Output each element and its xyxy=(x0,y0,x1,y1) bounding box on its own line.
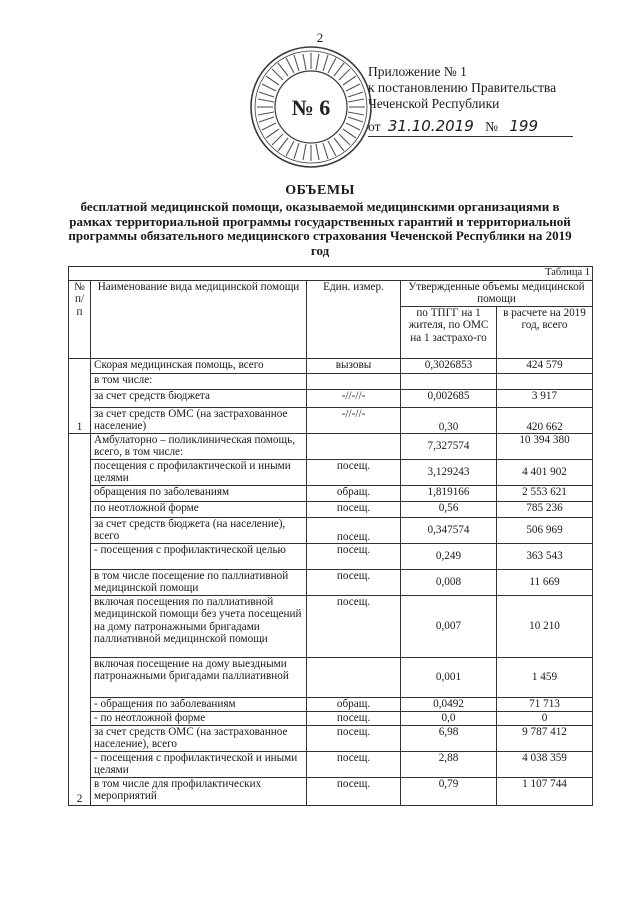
header-name: Наименование вида медицинской помощи xyxy=(91,281,307,359)
row-per-person: 0,249 xyxy=(401,544,497,570)
table-row xyxy=(69,460,593,486)
row-per-year: 10 210 xyxy=(497,596,593,658)
row-name: - посещения с профилактической целью xyxy=(91,544,307,570)
table-row xyxy=(69,518,593,544)
row-unit: посещ. xyxy=(307,570,401,596)
row-name: за счет средств ОМС (на застрахованное население), всего xyxy=(91,726,307,752)
header-approved: Утвержденные объемы медицинской помощи xyxy=(401,281,593,307)
row-per-year: 4 038 359 xyxy=(497,752,593,778)
row-name: в том числе посещение по паллиативной медицинской помощи xyxy=(91,570,307,596)
row-unit: вызовы xyxy=(307,359,401,374)
row-per-year: 3 917 xyxy=(497,390,593,408)
row-unit: посещ. xyxy=(307,712,401,726)
table-row xyxy=(69,658,593,698)
header-unit: Един. измер. xyxy=(307,281,401,359)
page-number: 2 xyxy=(316,30,324,45)
row-per-person: 0,001 xyxy=(401,658,497,698)
row-per-year: 9 787 412 xyxy=(497,726,593,752)
row-per-person: 3,129243 xyxy=(401,460,497,486)
table-row xyxy=(69,570,593,596)
table-row xyxy=(69,408,593,434)
row-unit: посещ. xyxy=(307,502,401,518)
row-name: Амбулаторно – поликлиническая помощь, всего, в том числе: xyxy=(91,434,307,460)
row-per-year: 71 713 xyxy=(497,698,593,712)
row-unit: -//-//- xyxy=(307,390,401,408)
row-per-year: 4 401 902 xyxy=(497,460,593,486)
official-seal-stamp xyxy=(248,44,374,170)
annex-resolution: к постановлению Правительства xyxy=(368,80,557,95)
row-name: Скорая медицинская помощь, всего xyxy=(91,359,307,374)
table-row xyxy=(69,390,593,408)
row-unit: посещ. xyxy=(307,752,401,778)
annex-republic: Чеченской Республики xyxy=(368,96,500,111)
document-title: ОБЪЕМЫ xyxy=(285,183,355,198)
row-per-person: 0,3026853 xyxy=(401,359,497,374)
row-name: - по неотложной форме xyxy=(91,712,307,726)
row-per-person: 0,002685 xyxy=(401,390,497,408)
row-per-year: 1 459 xyxy=(497,658,593,698)
table-row xyxy=(69,434,593,460)
row-per-year: 785 236 xyxy=(497,502,593,518)
row-unit: обращ. xyxy=(307,698,401,712)
row-name: - посещения с профилактической и иными целями xyxy=(91,752,307,778)
row-per-person: 0,30 xyxy=(401,408,497,434)
row-per-person: 0,007 xyxy=(401,596,497,658)
row-per-year: 424 579 xyxy=(497,359,593,374)
row-unit: посещ. xyxy=(307,518,401,544)
date-prefix: от xyxy=(368,119,381,134)
seal-number: № 6 xyxy=(291,95,331,120)
row-per-year: 2 553 621 xyxy=(497,486,593,502)
row-name: за счет средств ОМС (на застрахованное население) xyxy=(91,408,307,434)
row-name: за счет средств бюджета (на население), всего xyxy=(91,518,307,544)
row-name: - обращения по заболеваниям xyxy=(91,698,307,712)
row-per-person: 0,79 xyxy=(401,778,497,806)
row-unit: посещ. xyxy=(307,460,401,486)
table-row xyxy=(69,374,593,390)
number-sign: № xyxy=(485,119,499,134)
row-name: в том числе для профилактических мероприятий xyxy=(91,778,307,806)
row-per-person: 1,819166 xyxy=(401,486,497,502)
table-row xyxy=(69,502,593,518)
table-row xyxy=(69,752,593,778)
row-per-year: 506 969 xyxy=(497,518,593,544)
table-row xyxy=(69,486,593,502)
row-name: включая посещение на дому выездными патронажными бригадами паллиативной xyxy=(91,658,307,698)
annex-date-line xyxy=(368,118,573,137)
row-per-person: 2,88 xyxy=(401,752,497,778)
annex-block xyxy=(368,64,573,137)
table-row xyxy=(69,712,593,726)
row-per-person: 0,56 xyxy=(401,502,497,518)
header-per-person: по ТПГГ на 1 жителя, по ОМС на 1 застрахо-го xyxy=(401,307,497,359)
row-per-year xyxy=(497,374,593,390)
row-unit: посещ. xyxy=(307,544,401,570)
volumes-table xyxy=(68,266,593,806)
row-per-person: 0,0 xyxy=(401,712,497,726)
row-per-person: 6,98 xyxy=(401,726,497,752)
row-name: посещения с профилактической и иными целями xyxy=(91,460,307,486)
row-per-year: 0 xyxy=(497,712,593,726)
row-name: по неотложной форме xyxy=(91,502,307,518)
row-unit: посещ. xyxy=(307,778,401,806)
handwritten-number: 199 xyxy=(509,117,539,135)
row-name: обращения по заболеваниям xyxy=(91,486,307,502)
table-row xyxy=(69,544,593,570)
row-per-year: 11 669 xyxy=(497,570,593,596)
row-name: за счет средств бюджета xyxy=(91,390,307,408)
row-per-person: 0,347574 xyxy=(401,518,497,544)
handwritten-date: 31.10.2019 xyxy=(387,117,474,135)
row-name: включая посещения по паллиативной медицинской помощи без учета посещений на дому патронажными бригадами паллиативной медицинской помощи xyxy=(91,596,307,658)
row-unit xyxy=(307,434,401,460)
document-subtitle: бесплатной медицинской помощи, оказываемой медицинскими организациями в рамках территориальной программы государственных гарантий и территориальной программы обязательного медицинского страхования Чеченской Республики на 2019 год xyxy=(68,199,572,258)
table-row xyxy=(69,359,593,374)
row-unit xyxy=(307,658,401,698)
row-per-year: 10 394 380 xyxy=(497,434,593,460)
header-num: № п/п xyxy=(69,281,91,359)
row-unit: посещ. xyxy=(307,726,401,752)
row-name: в том числе: xyxy=(91,374,307,390)
row-per-person: 7,327574 xyxy=(401,434,497,460)
row-unit: посещ. xyxy=(307,596,401,658)
table-row xyxy=(69,778,593,806)
row-unit xyxy=(307,374,401,390)
table-caption: Таблица 1 xyxy=(497,267,593,281)
row-unit: -//-//- xyxy=(307,408,401,434)
row-per-person xyxy=(401,374,497,390)
row-per-person: 0,0492 xyxy=(401,698,497,712)
header-per-year: в расчете на 2019 год, всего xyxy=(497,307,593,359)
table-row xyxy=(69,698,593,712)
row-per-year: 420 662 xyxy=(497,408,593,434)
row-per-year: 363 543 xyxy=(497,544,593,570)
row-number-2: 2 xyxy=(69,434,91,806)
row-number-1: 1 xyxy=(69,359,91,434)
row-per-person: 0,008 xyxy=(401,570,497,596)
row-unit: обращ. xyxy=(307,486,401,502)
table-row xyxy=(69,726,593,752)
table-row xyxy=(69,596,593,658)
annex-title: Приложение № 1 xyxy=(368,64,467,79)
row-per-year: 1 107 744 xyxy=(497,778,593,806)
